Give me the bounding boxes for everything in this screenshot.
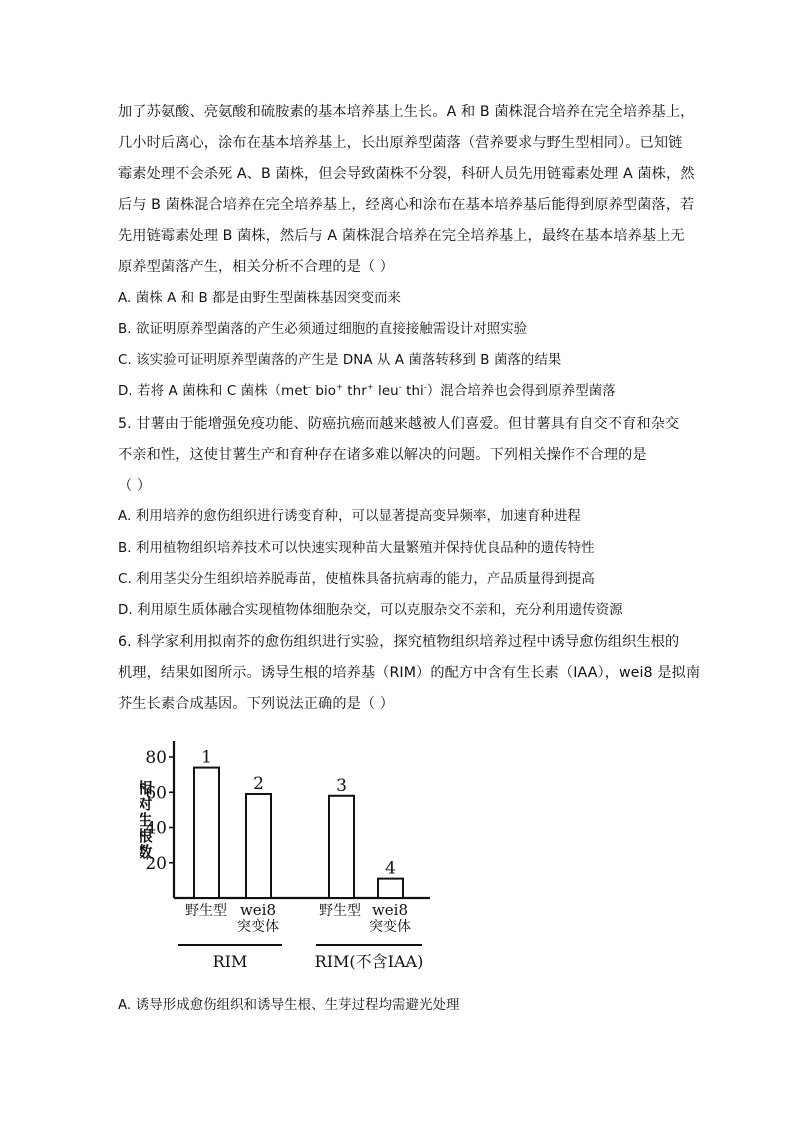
y-tick-label: 60	[145, 783, 167, 804]
bar-number-label: 2	[253, 774, 264, 795]
q4-option-d-sup: +	[366, 382, 374, 392]
q6-stem-line-1: 6. 科学家利用拟南芥的愈伤组织进行实验，探究植物组织培养过程中诱导愈伤组织生根的	[118, 634, 680, 650]
q4-option-d-gene: bio	[311, 384, 337, 399]
q6-option-a: A. 诱导形成愈伤组织和诱导生根、生芽过程均需避光处理	[118, 998, 460, 1013]
q4-option-d-sup: -	[423, 382, 427, 392]
q6-stem-line-2: 机理，结果如图所示。诱导生根的培养基（RIM）的配方中含有生长素（IAA），wei8 是拟南	[118, 665, 701, 681]
bar	[194, 768, 219, 898]
y-axis-label-char: 生	[140, 811, 153, 829]
q5-stem-line-2: 不亲和性，这使甘薯生产和育种存在诸多难以解决的问题。下列相关操作不合理的是	[118, 447, 647, 463]
category-label: 突变体	[369, 919, 411, 935]
category-label: 野生型	[185, 903, 227, 919]
category-label: 野生型	[319, 903, 361, 919]
bar-number-label: 3	[336, 775, 347, 796]
q5-stem-line-3: （ ）	[118, 478, 152, 494]
rooting-bar-chart	[140, 735, 450, 980]
group-label: RIM	[212, 952, 248, 971]
category-label: wei8	[371, 901, 409, 919]
category-label: 突变体	[237, 919, 279, 935]
bar	[246, 794, 271, 898]
bar-number-label: 4	[385, 858, 396, 879]
chart-canvas	[140, 735, 450, 980]
q4-option-d-gene: thr	[342, 384, 367, 399]
bar-number-label: 1	[201, 747, 212, 768]
q4-option-d-sup: +	[336, 382, 343, 392]
q4-option-d-gene: thi	[401, 384, 424, 399]
y-axis-label-char: 相	[140, 779, 153, 797]
q4-option-a: A. 菌株 A 和 B 都是由野生型菌株基因突变而来	[118, 291, 402, 306]
q4-option-d-gene: leu	[373, 384, 399, 399]
group-label: RIM(不含IAA)	[314, 952, 424, 971]
q4-option-d-sup: -	[308, 382, 312, 392]
q4-stem-line-3: 霉素处理不会杀死 A、B 菌株，但会导致菌株不分裂，科研人员先用链霉素处理 A 菌株，然	[118, 166, 695, 182]
y-tick-label: 80	[145, 748, 167, 768]
q4-option-c: C. 该实验可证明原养型菌落的产生是 DNA 从 A 菌落转移到 B 菌落的结果	[118, 353, 562, 368]
y-axis-label-char: 根	[140, 827, 153, 845]
q4-stem-line-2: 几小时后离心，涂布在基本培养基上，长出原养型菌落（营养要求与野生型相同）。已知链	[118, 135, 683, 151]
y-axis-label-char: 数	[140, 843, 153, 861]
q6-stem-line-3: 芥生长素合成基因。下列说法正确的是（ ）	[118, 696, 395, 712]
y-axis-label-char: 对	[140, 795, 153, 813]
bar	[329, 796, 354, 898]
y-tick-label: 40	[145, 818, 167, 839]
q4-option-d	[118, 382, 616, 402]
q4-option-d-prefix: D. 若将 A 菌株和 C 菌株（met	[118, 384, 309, 399]
bar	[378, 879, 403, 898]
q4-option-b: B. 欲证明原养型菌落的产生必须通过细胞的直接接触需设计对照实验	[118, 322, 528, 337]
q5-stem-line-1: 5. 甘薯由于能增强免疫功能、防癌抗癌而越来越被人们喜爱。但甘薯具有自交不育和杂交	[118, 416, 680, 432]
q5-option-b: B. 利用植物组织培养技术可以快速实现种苗大量繁殖并保持优良品种的遗传特性	[118, 541, 595, 556]
y-tick-label: 20	[145, 853, 167, 874]
q5-option-a: A. 利用培养的愈伤组织进行诱变育种，可以显著提高变异频率，加速育种进程	[118, 509, 581, 524]
q4-stem-line-6: 原养型菌落产生，相关分析不合理的是（ ）	[118, 259, 395, 275]
q4-stem-line-5: 先用链霉素处理 B 菌株，然后与 A 菌株混合培养在完全培养基上，最终在基本培养基上无	[118, 228, 685, 244]
category-label: wei8	[239, 901, 277, 919]
q4-stem-line-1: 加了苏氨酸、亮氨酸和硫胺素的基本培养基上生长。A 和 B 菌株混合培养在完全培养基上，	[118, 104, 695, 120]
q5-option-d: D. 利用原生质体融合实现植物体细胞杂交，可以克服杂交不亲和，充分利用遗传资源	[118, 603, 623, 618]
q4-stem-line-4: 后与 B 菌株混合培养在完全培养基上，经离心和涂布在基本培养基后能得到原养型菌落，若	[118, 197, 695, 213]
q5-option-c: C. 利用茎尖分生组织培养脱毒苗，使植株具备抗病毒的能力，产品质量得到提高	[118, 572, 595, 587]
q4-option-d-suffix: ）混合培养也会得到原养型菌落	[426, 384, 616, 399]
q4-option-d-sup: -	[398, 382, 402, 392]
